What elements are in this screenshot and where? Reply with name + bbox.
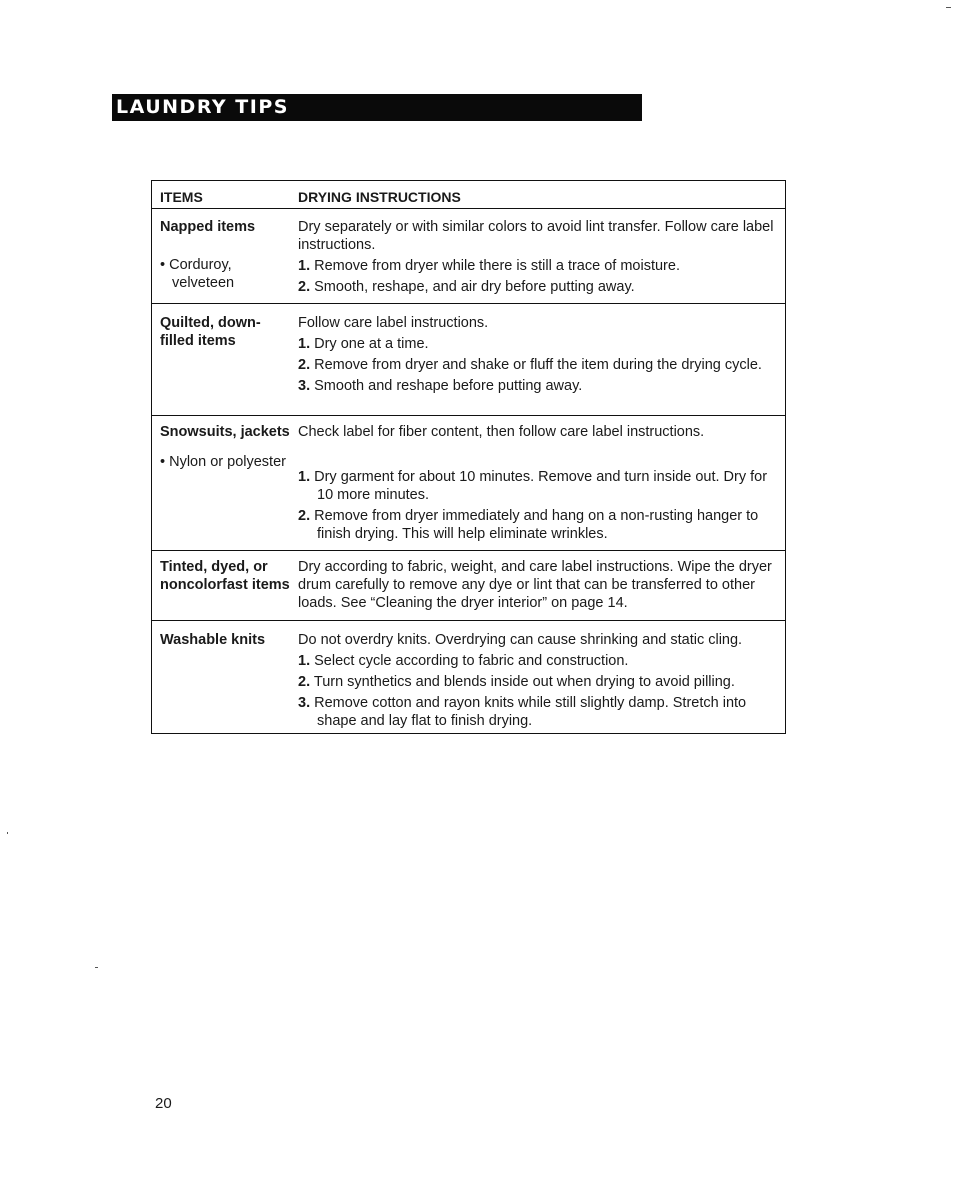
instruction-intro: Dry according to fabric, weight, and care label instructions. Wipe the dryer drum carefully to remove any dye or lint that can be transferred to other loads. See “Cleaning the dryer interior” on page 14. xyxy=(298,559,772,611)
instruction-intro: Check label for fiber content, then follow care label instructions. xyxy=(298,424,705,440)
instruction-intro: Dry separately or with similar colors to avoid lint transfer. Follow care label instructions. xyxy=(298,219,774,253)
items-column-header: ITEMS xyxy=(160,189,203,205)
instructions-column-header: DRYING INSTRUCTIONS xyxy=(298,189,461,205)
instruction-step: 1. Dry one at a time. xyxy=(298,336,429,352)
instruction-step: 1. Select cycle according to fabric and construction. xyxy=(298,653,629,669)
item-label: Washable knits xyxy=(160,632,266,648)
sub-item-label: • Corduroy, velveteen xyxy=(160,257,235,291)
section-title: LAUNDRY TIPS xyxy=(116,96,289,118)
section-banner xyxy=(112,94,642,121)
table-row-napped-items xyxy=(152,209,785,304)
instruction-step: 1. Remove from dryer while there is still a trace of moisture. xyxy=(298,258,680,274)
instruction-step: 2. Smooth, reshape, and air dry before putting away. xyxy=(298,279,635,295)
sub-item-label: • Nylon or polyester xyxy=(160,454,286,470)
instruction-step: 3. Smooth and reshape before putting away. xyxy=(298,378,583,394)
instruction-step: 2. Remove from dryer immediately and hang on a non-rusting hanger to finish drying. This will help eliminate wrinkles. xyxy=(298,508,759,542)
scan-mark xyxy=(946,7,951,8)
table-row-snowsuits-jackets xyxy=(152,416,785,551)
table-header-row xyxy=(152,181,785,209)
item-label: Snowsuits, jackets xyxy=(160,424,290,440)
table-row-tinted-items xyxy=(152,551,785,621)
instruction-step: 2. Turn synthetics and blends inside out when drying to avoid pilling. xyxy=(298,674,735,690)
laundry-tips-table xyxy=(151,180,786,734)
item-label: Quilted, down-filled items xyxy=(160,315,261,349)
scan-mark xyxy=(95,967,98,968)
table-row-quilted-items xyxy=(152,304,785,416)
instruction-step: 1. Dry garment for about 10 minutes. Remove and turn inside out. Dry for 10 more minutes. xyxy=(298,469,768,503)
instruction-step: 3. Remove cotton and rayon knits while still slightly damp. Stretch into shape and lay flat to finish drying. xyxy=(298,695,747,729)
item-label: Tinted, dyed, or noncolorfast items xyxy=(160,559,290,593)
scan-mark xyxy=(7,832,8,834)
instruction-step: 2. Remove from dryer and shake or fluff the item during the drying cycle. xyxy=(298,357,762,373)
page-number: 20 xyxy=(155,1095,172,1112)
instruction-intro: Do not overdry knits. Overdrying can cause shrinking and static cling. xyxy=(298,632,743,648)
instruction-intro: Follow care label instructions. xyxy=(298,315,489,331)
item-label: Napped items xyxy=(160,219,256,235)
table-row-washable-knits xyxy=(152,621,785,733)
